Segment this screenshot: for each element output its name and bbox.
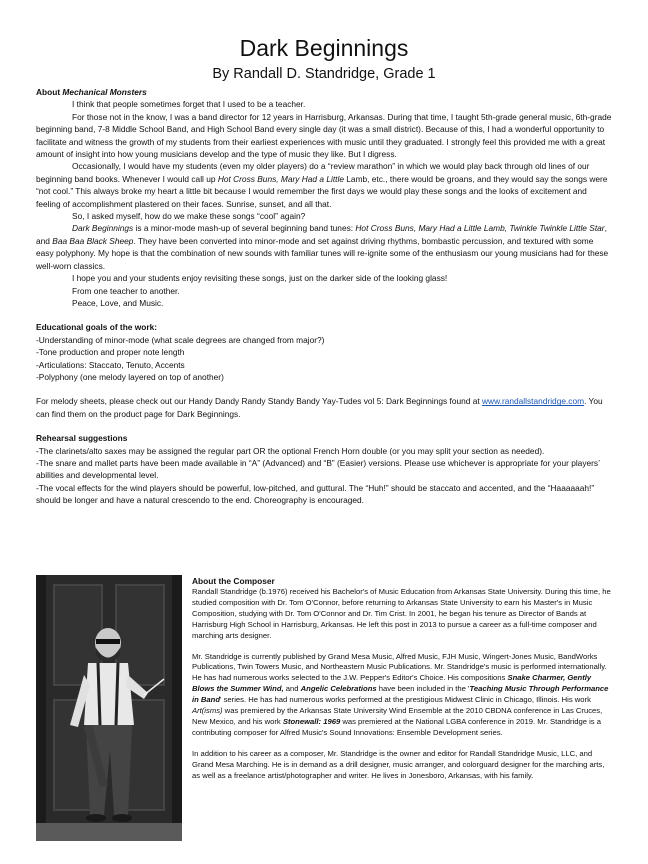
p5-title: Dark Beginnings — [72, 223, 134, 234]
about-heading-title: Mechanical Monsters — [62, 87, 147, 97]
melody-paragraph — [36, 395, 612, 420]
p5-text-b: is a minor-mode mash-up of several beginning band tunes: — [133, 223, 356, 234]
p2-series-title: Teaching Music Through Performance in Band — [192, 684, 609, 705]
goals-item: -Understanding of minor-mode (what scale degrees are changed from major?) — [36, 334, 325, 345]
about-paragraph-5 — [36, 222, 612, 272]
p5-text-d: , and — [36, 223, 607, 246]
composer-portrait-icon — [36, 575, 182, 841]
p5-tune-baa: Baa Baa Black Sheep — [52, 235, 134, 246]
page-title: Dark Beginnings — [239, 35, 409, 61]
about-paragraph-7: From one teacher to another. — [72, 285, 180, 296]
composer-paragraph-1: Randall Standridge (b.1976) received his Bachelor's of Music Education from Arkansas State University. During this time, he studied composition with Dr. Tom O'Connor, before returning to Arkansas State University to earn his Master's in Music Composition, studying with Dr. Tom O'Connor and Dr. Tim Crist. In 2001, he began his tenure as Director of Bands at Harrisburg High School in Harrisburg, Arkansas. He left this post in 2013 to pursue a career as a full-time composer and marching arts designer. — [192, 587, 611, 640]
p5-text-f: . They have been converted into minor-mode and set against driving rhythms, bombastic percussion, and textured with some easy polyphony. My hope is that the combination of new sounds with familiar tunes will re-ignite some of the enthusiasm our young musicians had for these well-worn classics. — [36, 235, 609, 271]
p2-text-e: have been included in the ' — [376, 684, 470, 694]
p2-works-2: Angelic Celebrations — [300, 684, 377, 694]
document-body — [36, 86, 612, 507]
rehearsal-item: -The vocal effects for the wind players should be powerful, low-pitched, and guttural. The “Huh!” should be staccato and accented, and the “Haaaaaah!” should be longer and have a natural crescendo to the end. Choreography is encouraged. — [36, 482, 595, 506]
about-paragraph-2: For those not in the know, I was a band director for 12 years in Harrisburg, Arkansas. During that time, I taught 5th-grade general music, 6th-grade beginning band, 7-8 Middle School Band, and High School Band every single day (it was a small district). Because of this, I had a wonderful opportunity to facilitate and witness the growth of my students from their earliest experiences with music until they graduated. I strongly feel this provided me with a great amount of insight into how young musicians develop and the type of music they like. But I digress. — [36, 111, 612, 160]
about-paragraph-1: I think that people sometimes forget that I used to be a teacher. — [72, 99, 306, 110]
about-heading-prefix: About — [36, 87, 63, 97]
p2-work-artisms: Art(isms) — [192, 706, 223, 716]
about-heading — [36, 86, 612, 98]
p2-works-1: Snake Charmer, Gently Blows the Summer Wind, — [192, 673, 592, 694]
goals-heading: Educational goals of the work: — [36, 322, 157, 333]
composer-bio-section — [36, 575, 612, 845]
p3-text-a: Occasionally, I would have my students (even my older players) do a “review marathon” in which we would play back through old lines of our beginning band books. Whenever I would call up — [36, 161, 590, 184]
composer-photo — [36, 575, 182, 841]
p2-text-k: was premiered at the National LGBA conference in 2019. Mr. Standridge is a contributing composer for Alfred Music's Sound Innovations: Ensemble Development series. — [192, 716, 601, 737]
goals-item: -Articulations: Staccato, Tenuto, Accents — [36, 359, 185, 370]
p2-text-a: Mr. Standridge is currently published by Grand Mesa Music, Alfred Music, FJH Music, Wingert-Jones Music, BandWorks Publications, Twin Towers Music, and Northeastern Music Publications. Mr. Standridge's music is performed internationally. He has had numerous works selected to the J.W. Pepper's Editor's Choice. His compositions — [192, 651, 607, 683]
about-paragraph-8: Peace, Love, and Music. — [72, 297, 164, 308]
document-page — [36, 34, 612, 507]
p3-text-c: Lamb, etc., there would be groans, and they would say the songs were “not cool.” This always broke my heart a little bit because I would remember the first days we would play these songs and the looks of excitement and feeling of accomplishment plastered on their faces. Sunrise, sunset, and all that. — [36, 173, 608, 209]
goals-item: -Polyphony (one melody layered on top of another) — [36, 371, 224, 382]
about-paragraph-3 — [36, 160, 612, 210]
rehearsal-heading: Rehearsal suggestions — [36, 433, 128, 444]
rehearsal-item: -The clarinets/alto saxes may be assigned the regular part OR the optional French Horn double (or you may split your section as needed). — [36, 445, 545, 456]
p2-text-c: and — [283, 684, 301, 694]
p2-work-stonewall: Stonewall: 1969 — [282, 716, 341, 726]
about-paragraph-6: I hope you and your students enjoy revisiting these songs, just on the darker side of the looking glass! — [72, 273, 448, 284]
melody-text-a: For melody sheets, please check out our Handy Dandy Randy Standy Bandy Yay-Tudes vol 5: Dark Beginnings found at — [36, 396, 483, 407]
composer-paragraph-2 — [192, 652, 612, 739]
composer-bio-text — [192, 575, 612, 792]
goals-item: -Tone production and proper note length — [36, 347, 185, 358]
p2-text-g: ' series. He has had numerous works performed at the prestigious Midwest Clinic in Chicago, Illinois. His work — [220, 695, 591, 705]
p2-text-i: was premiered by the Arkansas State University Wind Ensemble at the 2010 CBDNA conference in Las Cruces, New Mexico, and his work — [192, 706, 603, 726]
rehearsal-item: -The snare and mallet parts have been made available in “A” (Advanced) and “B” (Easier) versions. Please use whichever is appropriate for your players’ abilities and developmental level. — [36, 457, 600, 481]
p3-italic-titles: Hot Cross Buns, Mary Had a Little — [217, 173, 344, 184]
p5-tunes: Hot Cross Buns, Mary Had a Little Lamb, Twinkle Twinkle Little Star — [355, 223, 605, 234]
composer-heading: About the Composer — [192, 576, 275, 586]
composer-paragraph-3: In addition to his career as a composer, Mr. Standridge is the owner and editor for Randall Standridge Music, LLC, and Grand Mesa Marching. He is in demand as a drill designer, music arranger, and colorguard designer for the marching arts, as well as a freelance artist/photographer and writer. He lives in Jonesboro, Arkansas, with his family. — [192, 748, 605, 780]
about-paragraph-4: So, I asked myself, how do we make these songs “cool” again? — [72, 211, 306, 222]
website-link[interactable]: www.randallstandridge.com — [482, 396, 585, 407]
melody-text-b: . You can find them on the product page for Dark Beginnings. — [36, 396, 603, 419]
page-subtitle: By Randall D. Standridge, Grade 1 — [212, 66, 436, 82]
